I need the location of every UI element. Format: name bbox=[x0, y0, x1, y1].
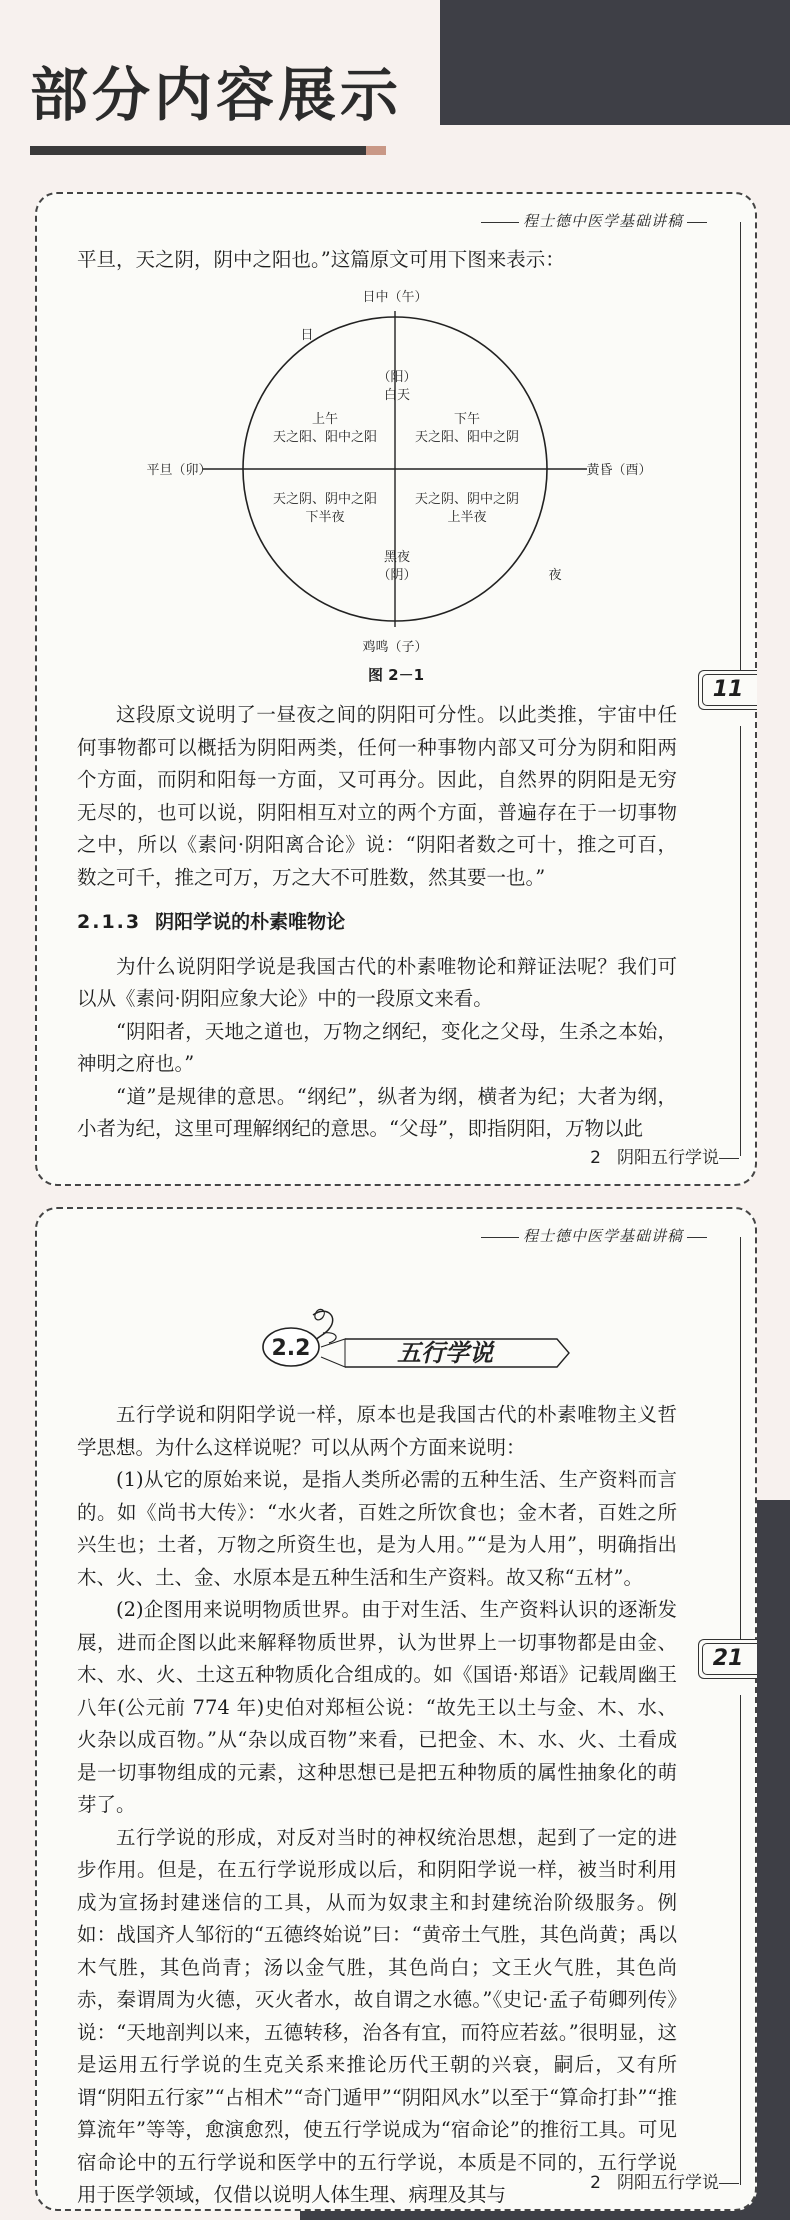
label-dawn: 平旦（卯） bbox=[146, 463, 212, 478]
margin-rule bbox=[740, 726, 741, 1156]
margin-rule bbox=[740, 1237, 741, 1639]
paragraph: (2)企图用来说明物质世界。由于对生活、生产资料认识的逐渐发展，进而企图以此来解释物质世界，认为世界上一切事物都是由金、木、水、火、土这五种物质化合组成的。如《国语·郑语》记载周幽王八年(公元前 774 年)史伯对郑桓公说：“故先王以土与金、木、水、火杂以成百物。”从“杂以成百物”来看，已把金、木、水、火、土看成是一切事物组成的元素，这种思想已是把五种物质的属性抽象化的萌芽了。 bbox=[77, 1598, 677, 1816]
leaf-icon bbox=[323, 1333, 336, 1343]
flower-bud-icon bbox=[315, 1309, 324, 1319]
intro-text: 平旦，天之阴，阴中之阳也。”这篇原文可用下图来表示： bbox=[77, 248, 565, 271]
footer-title: 阴阳五行学说 bbox=[617, 1148, 719, 1168]
section-number: 2.1.3 bbox=[77, 911, 142, 933]
paragraph: 五行学说的形成，对反对当时的神权统治思想，起到了一定的进步作用。但是，在五行学说形成以后，和阴阳学说一样，被当时利用成为宣扬封建迷信的工具，从而为奴隶主和封建统治阶级服务。例如：战国齐人邹衍的“五德终始说”曰：“黄帝土气胜，其色尚黄；禹以木气胜，其色尚青；汤以金气胜，其色尚白；文王火气胜，其色尚赤，秦谓周为火德，灭火者水，故自谓之水德。”《史记·孟子荀卿列传》说：“天地剖判以来，五德转移，治各有宜，而符应若兹。”很明显，这是运用五行学说的生克关系来推论历代王朝的兴衰，嗣后，又有所谓“阴阳五行家”“占相术”“奇门遁甲”“阴阳风水”以至于“算命打卦”“推算流年”等等，愈演愈烈，使五行学说成为“宿命论”的推衍工具。可见宿命论中的五行学说和医学中的五行学说，本质是不同的，五行学说用于医学领域，仅借以说明人体生理、病理及其与 bbox=[77, 1825, 677, 2206]
chapter-number: 2.2 bbox=[271, 1336, 311, 1361]
page-title: 部分内容展示 bbox=[30, 61, 403, 129]
yin-yang-day-diagram bbox=[146, 279, 652, 659]
label-early-night: 上半夜 bbox=[447, 510, 487, 525]
page2-body bbox=[77, 1399, 677, 2212]
label-afternoon-desc: 天之阳、阳中之阴 bbox=[414, 430, 520, 445]
page-footer bbox=[590, 1143, 719, 1168]
chapter-title: 五行学说 bbox=[397, 1338, 493, 1367]
paragraph: “道”是规律的意思。“纲纪”，纵者为纲，横者为纪；大者为纲，小者为纪，这里可理解纲纪的意思。“父母”，即指阴阳，万物以此 bbox=[77, 1084, 677, 1140]
paragraph: 这段原文说明了一昼夜之间的阴阳可分性。以此类推，宇宙中任何事物都可以概括为阴阳两类，任何一种事物内部又可分为阴和阳两个方面，而阴和阳每一方面，又可再分。因此，自然界的阴阳是无穷无尽的，也可以说，阴阳相互对立的两个方面，普遍存在于一切事物之中，所以《素问·阴阳离合论》说：“阴阳者数之可十，推之可百，数之可千，推之可万，万之大不可胜数，然其要一也。” bbox=[77, 703, 677, 889]
label-ri: 日 bbox=[300, 328, 314, 343]
page1-body bbox=[77, 699, 677, 1146]
running-head: 程士德中医学基础讲稿 bbox=[481, 1225, 707, 1246]
paragraph: 为什么说阴阳学说是我国古代的朴素唯物论和辩证法呢？我们可以从《素问·阴阳应象大论》中的一段原文来看。 bbox=[77, 954, 677, 1010]
margin-rule bbox=[740, 222, 741, 670]
label-afternoon: 下午 bbox=[453, 412, 481, 427]
section-heading bbox=[77, 906, 677, 939]
label-morning: 上午 bbox=[311, 412, 339, 427]
label-morning-desc: 天之阳、阳中之阳 bbox=[272, 430, 378, 445]
page-footer bbox=[590, 2168, 719, 2193]
title-underline bbox=[30, 146, 366, 155]
paragraph: (1)从它的原始来说，是指人类所必需的五种生活、生产资料而言的。如《尚书大传》：“水火者，百姓之所饮食也；金木者，百姓之所兴生也；土者，万物之所资生也，是为人用。”“是为人用”，明确指出木、火、土、金、水原本是五种生活和生产资料。故又称“五材”。 bbox=[77, 1468, 677, 1589]
intro-line bbox=[77, 244, 677, 277]
book-page-2 bbox=[35, 1207, 757, 2211]
page-number-tab: 21 bbox=[698, 1639, 757, 1679]
footer-title: 阴阳五行学说 bbox=[617, 2173, 719, 2193]
title-underline-accent bbox=[366, 146, 386, 155]
label-late-night: 下半夜 bbox=[305, 510, 345, 525]
label-early-night-desc: 天之阴、阴中之阴 bbox=[414, 492, 520, 507]
label-noon: 日中（午） bbox=[362, 290, 428, 305]
label-ye: 夜 bbox=[548, 568, 562, 583]
figure-caption: 图 2－1 bbox=[367, 666, 425, 684]
page-number-tab: 11 bbox=[698, 670, 757, 710]
margin-rule bbox=[740, 1695, 741, 2185]
footer-page-number: 2 bbox=[590, 2173, 601, 2193]
running-head: 程士德中医学基础讲稿 bbox=[481, 210, 707, 231]
paragraph: “阴阳者，天地之道也，万物之纲纪，变化之父母，生杀之本始，神明之府也。” bbox=[77, 1019, 677, 1075]
paragraph: 五行学说和阴阳学说一样，原本也是我国古代的朴素唯物主义哲学思想。为什么这样说呢？可以从两个方面来说明： bbox=[77, 1403, 677, 1459]
label-daytime: 白天 bbox=[383, 388, 411, 403]
label-late-night-desc: 天之阴、阴中之阳 bbox=[272, 492, 378, 507]
label-yang: （阳） bbox=[377, 370, 417, 385]
label-dusk: 黄昏（酉） bbox=[586, 463, 652, 478]
label-midnight: 鸡鸣（子） bbox=[362, 640, 428, 655]
section-title: 阴阳学说的朴素唯物论 bbox=[155, 911, 346, 933]
label-night: 黑夜 bbox=[383, 550, 411, 565]
label-yin: （阴） bbox=[377, 568, 417, 583]
book-page-1 bbox=[35, 192, 757, 1186]
chapter-badge bbox=[257, 1309, 577, 1369]
footer-page-number: 2 bbox=[590, 1148, 601, 1168]
